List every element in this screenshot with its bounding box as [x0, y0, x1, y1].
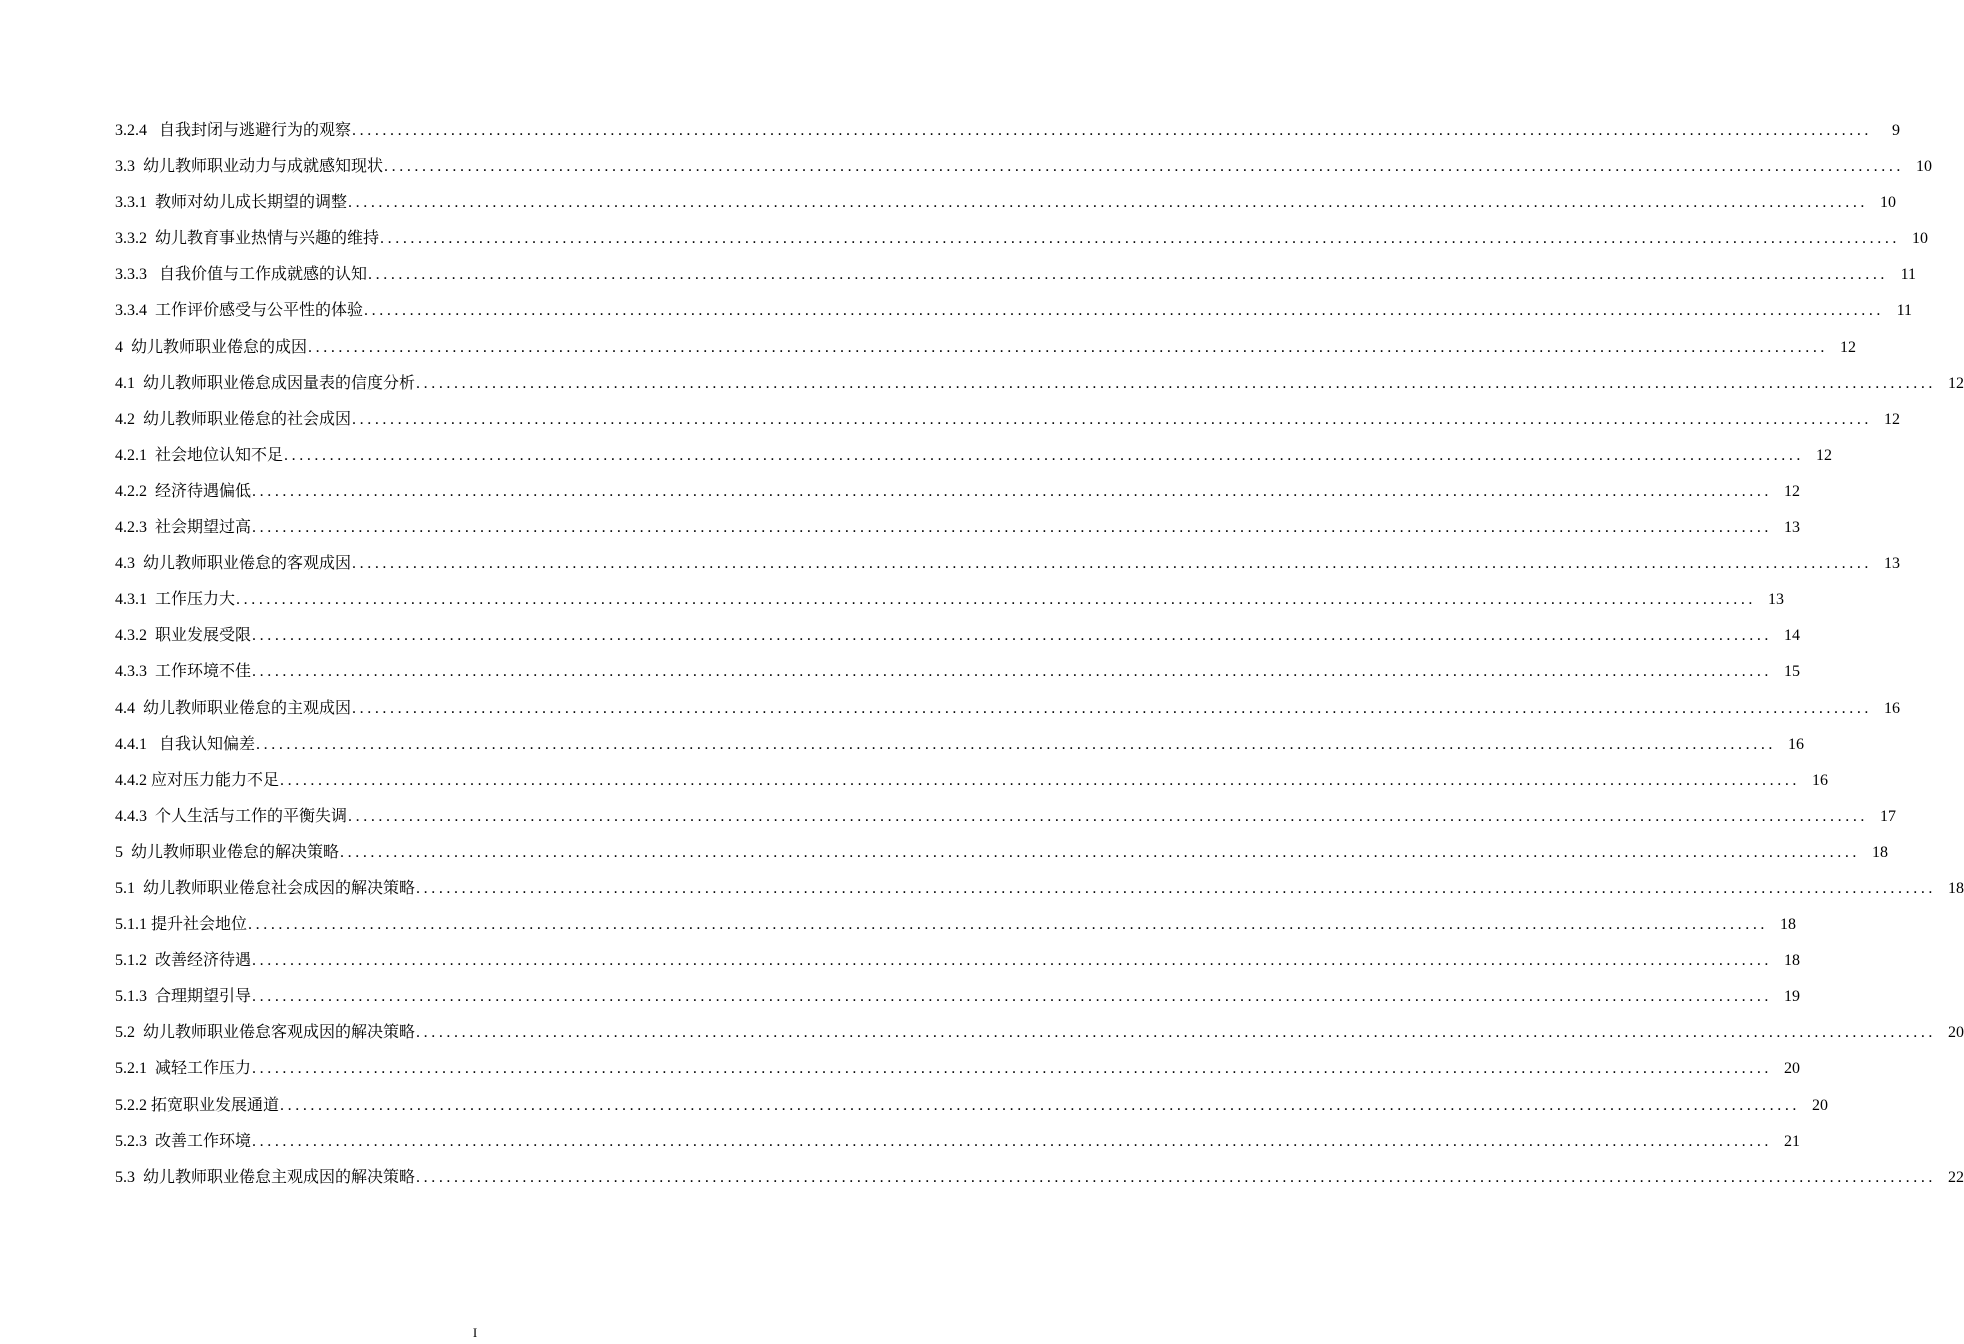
toc-entry-title	[115, 221, 379, 257]
toc-entry-label: 工作压力大	[155, 591, 236, 609]
toc-entry[interactable]	[115, 402, 1901, 438]
toc-entry-gap	[147, 808, 155, 825]
toc-page-number: 20	[1812, 1096, 1829, 1114]
toc-entry-label: 拓宽职业发展通道	[151, 1096, 280, 1114]
toc-dot-leader: ........................................................................................................................................................................................................	[236, 591, 1757, 609]
toc-entry-gap	[135, 375, 143, 392]
toc-entry-title	[115, 618, 251, 654]
toc-entry-number: 4.4	[115, 699, 135, 717]
toc-page-number: 12	[1816, 446, 1833, 464]
toc-entry-gap	[147, 988, 155, 1005]
toc-entry[interactable]	[115, 618, 1801, 654]
toc-dot-leader: ........................................................................................................................................................................................................	[256, 735, 1777, 753]
toc-entry-label: 合理期望引导	[155, 988, 252, 1006]
toc-entry-number: 3.3.2	[115, 230, 147, 248]
toc-entry[interactable]	[115, 691, 1901, 727]
toc-entry[interactable]	[115, 474, 1801, 510]
toc-entry-label: 提升社会地位	[151, 916, 248, 934]
toc-entry-title	[115, 149, 383, 185]
toc-entry[interactable]	[115, 149, 1933, 185]
toc-dot-leader: ........................................................................................................................................................................................................	[252, 1060, 1773, 1078]
toc-entry-label: 教师对幼儿成长期望的调整	[155, 194, 348, 212]
toc-page-number: 10	[1880, 194, 1897, 212]
toc-entry-title	[115, 402, 351, 438]
toc-entry-number: 5.1	[115, 879, 135, 897]
toc-entry-label: 职业发展受限	[155, 627, 252, 645]
toc-page-number: 20	[1948, 1024, 1964, 1042]
toc-dot-leader: ........................................................................................................................................................................................................	[252, 519, 1773, 537]
toc-entry-title	[115, 691, 351, 727]
toc-entry-label: 个人生活与工作的平衡失调	[155, 807, 348, 825]
toc-entry-label: 幼儿教师职业倦怠的成因	[131, 338, 308, 356]
toc-entry-gap	[135, 158, 143, 175]
toc-entry-number: 3.3.4	[115, 302, 147, 320]
toc-entry[interactable]	[115, 221, 1929, 257]
toc-entry-gap	[147, 302, 155, 319]
toc-entry-title	[115, 330, 307, 366]
toc-entry-title	[115, 474, 251, 510]
toc-entry-gap	[147, 194, 155, 211]
toc-entry-gap	[123, 844, 131, 861]
toc-entry-title	[115, 727, 255, 763]
toc-entry-gap	[135, 700, 143, 717]
toc-entry-title	[115, 1051, 251, 1087]
toc-entry-title	[115, 1088, 279, 1124]
toc-entry-label: 自我价值与工作成就感的认知	[159, 266, 368, 284]
toc-entry-number: 4.2.2	[115, 482, 147, 500]
toc-dot-leader: ........................................................................................................................................................................................................	[248, 916, 1769, 934]
toc-entry-gap	[147, 1133, 155, 1150]
toc-entry-title	[115, 1124, 251, 1160]
toc-entry-gap	[135, 880, 143, 897]
toc-entry-title	[115, 654, 251, 690]
toc-dot-leader: ........................................................................................................................................................................................................	[252, 1132, 1773, 1150]
toc-entry-number: 3.3.3	[115, 266, 147, 284]
toc-dot-leader: ........................................................................................................................................................................................................	[308, 338, 1829, 356]
toc-entry[interactable]	[115, 1160, 1964, 1196]
toc-entry[interactable]	[115, 510, 1801, 546]
toc-page-number: 12	[1948, 374, 1964, 392]
toc-entry-gap	[147, 483, 155, 500]
toc-entry[interactable]	[115, 727, 1805, 763]
toc-dot-leader: ........................................................................................................................................................................................................	[252, 952, 1773, 970]
toc-entry-number: 4.2.3	[115, 519, 147, 537]
toc-entry[interactable]	[115, 943, 1801, 979]
toc-entry[interactable]	[115, 438, 1833, 474]
toc-entry-title	[115, 943, 251, 979]
toc-entry-title	[115, 835, 339, 871]
toc-dot-leader: ........................................................................................................................................................................................................	[416, 1024, 1937, 1042]
toc-entry[interactable]	[115, 871, 1964, 907]
toc-dot-leader: ........................................................................................................................................................................................................	[380, 230, 1901, 248]
toc-entry-label: 应对压力能力不足	[151, 771, 280, 789]
toc-page-number: 13	[1884, 555, 1901, 573]
toc-page-number: 16	[1812, 771, 1829, 789]
page-footer-number: I	[472, 1325, 478, 1340]
toc-dot-leader: ........................................................................................................................................................................................................	[352, 555, 1873, 573]
toc-entry-label: 幼儿教师职业倦怠的解决策略	[131, 843, 340, 861]
toc-entry[interactable]	[115, 1124, 1801, 1160]
toc-entry-gap	[135, 1024, 143, 1041]
toc-entry-label: 社会地位认知不足	[155, 446, 284, 464]
toc-entry-gap	[147, 519, 155, 536]
toc-dot-leader: ........................................................................................................................................................................................................	[284, 446, 1805, 464]
toc-entry[interactable]	[115, 979, 1801, 1015]
toc-entry-gap	[147, 230, 155, 247]
toc-entry-number: 3.2.4	[115, 122, 147, 139]
toc-page-number: 18	[1784, 952, 1801, 970]
toc-entry-number: 4.3.1	[115, 591, 147, 609]
toc-entry-gap	[147, 447, 155, 464]
toc-entry-number: 4.1	[115, 374, 135, 392]
toc-entry-number: 5.2.1	[115, 1060, 147, 1078]
toc-entry-number: 5.2.3	[115, 1132, 147, 1150]
toc-entry-title	[115, 257, 367, 293]
toc-page-number: 10	[1916, 158, 1933, 176]
toc-dot-leader: ........................................................................................................................................................................................................	[352, 122, 1873, 139]
toc-page-number: 14	[1784, 627, 1801, 645]
toc-entry[interactable]	[115, 113, 1901, 149]
toc-page-number: 18	[1872, 843, 1889, 861]
toc-page-number: 13	[1784, 519, 1801, 537]
toc-entry-title	[115, 293, 363, 329]
toc-page-number: 11	[1900, 266, 1917, 284]
toc-dot-leader: ........................................................................................................................................................................................................	[416, 1168, 1937, 1186]
toc-entry-title	[115, 1015, 415, 1051]
toc-entry-label: 减轻工作压力	[155, 1060, 252, 1078]
toc-entry[interactable]	[115, 366, 1964, 402]
toc-page-number: 19	[1784, 988, 1801, 1006]
toc-page-number: 12	[1884, 410, 1901, 428]
toc-page-number: 18	[1780, 916, 1797, 934]
toc-dot-leader: ........................................................................................................................................................................................................	[348, 194, 1869, 212]
toc-entry-number: 5	[115, 843, 123, 861]
toc-dot-leader: ........................................................................................................................................................................................................	[368, 266, 1889, 284]
toc-entry[interactable]	[115, 293, 1913, 329]
toc-dot-leader: ........................................................................................................................................................................................................	[340, 843, 1861, 861]
toc-entry-label: 改善经济待遇	[155, 952, 252, 970]
toc-entry-label: 改善工作环境	[155, 1132, 252, 1150]
toc-entry-gap	[147, 663, 155, 680]
toc-entry-number: 4.3.2	[115, 627, 147, 645]
toc-entry-label: 社会期望过高	[155, 519, 252, 537]
toc-dot-leader: ........................................................................................................................................................................................................	[280, 1096, 1801, 1114]
toc-entry[interactable]	[115, 185, 1897, 221]
toc-dot-leader: ........................................................................................................................................................................................................	[348, 807, 1869, 825]
toc-entry-gap	[147, 1060, 155, 1077]
toc-entry[interactable]	[115, 330, 1857, 366]
toc-entry-title	[115, 185, 347, 221]
toc-entry-number: 4	[115, 338, 123, 356]
toc-entry-label: 幼儿教师职业倦怠的客观成因	[143, 555, 352, 573]
toc-entry-gap	[135, 411, 143, 428]
toc-entry[interactable]	[115, 763, 1829, 799]
toc-dot-leader: ........................................................................................................................................................................................................	[280, 771, 1801, 789]
toc-entry-title	[115, 582, 235, 618]
toc-entry-number: 5.1.2	[115, 952, 147, 970]
toc-entry[interactable]	[115, 799, 1897, 835]
toc-entry-number: 4.4.1	[115, 735, 147, 753]
toc-entry-title	[115, 763, 279, 799]
toc-page-number: 16	[1884, 699, 1901, 717]
toc-page-number: 18	[1948, 879, 1964, 897]
toc-entry-number: 5.3	[115, 1168, 135, 1186]
toc-entry-title	[115, 871, 415, 907]
toc-dot-leader: ........................................................................................................................................................................................................	[252, 482, 1773, 500]
toc-entry[interactable]	[115, 546, 1901, 582]
toc-dot-leader: ........................................................................................................................................................................................................	[364, 302, 1885, 320]
toc-entry-label: 经济待遇偏低	[155, 482, 252, 500]
toc-entry-title	[115, 113, 351, 149]
toc-entry-label: 幼儿教师职业动力与成就感知现状	[143, 158, 384, 176]
toc-entry-gap	[147, 736, 159, 753]
toc-entry-label: 工作评价感受与公平性的体验	[155, 302, 364, 320]
toc-entry-title	[115, 546, 351, 582]
toc-entry-title	[115, 907, 247, 943]
toc-page-number: 9	[1892, 122, 1901, 139]
toc-entry-label: 幼儿教师职业倦怠成因量表的信度分析	[143, 374, 416, 392]
toc-entry-number: 4.4.3	[115, 807, 147, 825]
toc-entry-number: 5.1.3	[115, 988, 147, 1006]
toc-entry-number: 3.3	[115, 158, 135, 176]
toc-dot-leader: ........................................................................................................................................................................................................	[352, 699, 1873, 717]
toc-dot-leader: ........................................................................................................................................................................................................	[384, 158, 1905, 176]
toc-page-number: 12	[1784, 482, 1801, 500]
toc-entry-gap	[147, 591, 155, 608]
toc-entry-label: 幼儿教师职业倦怠的社会成因	[143, 410, 352, 428]
toc-entry-title	[115, 366, 415, 402]
toc-entry-label: 幼儿教师职业倦怠的主观成因	[143, 699, 352, 717]
toc-entry-label: 幼儿教师职业倦怠主观成因的解决策略	[143, 1168, 416, 1186]
toc-entry-number: 4.3	[115, 555, 135, 573]
toc-entry-number: 4.4.2	[115, 771, 147, 789]
toc-entry-number: 5.2.2	[115, 1096, 147, 1114]
toc-entry-number: 4.2.1	[115, 446, 147, 464]
toc-entry-label: 幼儿教师职业倦怠社会成因的解决策略	[143, 879, 416, 897]
toc-entry-label: 幼儿教育事业热情与兴趣的维持	[155, 230, 380, 248]
toc-entry[interactable]	[115, 835, 1889, 871]
toc-entry-gap	[147, 952, 155, 969]
toc-entry-title	[115, 979, 251, 1015]
toc-page-number: 21	[1784, 1132, 1801, 1150]
toc-entry[interactable]	[115, 1088, 1829, 1124]
toc-page-number: 17	[1880, 807, 1897, 825]
toc-entry-number: 5.1.1	[115, 916, 147, 934]
toc-entry-number: 3.3.1	[115, 194, 147, 212]
toc-page-number: 12	[1840, 338, 1857, 356]
toc-dot-leader: ........................................................................................................................................................................................................	[416, 879, 1937, 897]
toc-entry-gap	[123, 339, 131, 356]
toc-page-number: 13	[1768, 591, 1785, 609]
toc-entry-label: 自我封闭与逃避行为的观察	[159, 122, 352, 139]
toc-page-number: 11	[1896, 302, 1913, 320]
toc-entry-number: 5.2	[115, 1024, 135, 1042]
toc-entry[interactable]	[115, 654, 1801, 690]
toc-entry-title	[115, 438, 283, 474]
table-of-contents	[115, 113, 1964, 1196]
toc-page-number: 10	[1912, 230, 1929, 248]
toc-entry[interactable]	[115, 1051, 1801, 1087]
toc-dot-leader: ........................................................................................................................................................................................................	[352, 410, 1873, 428]
toc-page-number: 20	[1784, 1060, 1801, 1078]
toc-page-number: 16	[1788, 735, 1805, 753]
toc-entry[interactable]	[115, 582, 1785, 618]
toc-entry-number: 4.3.3	[115, 663, 147, 681]
toc-entry-number: 4.2	[115, 410, 135, 428]
toc-entry-label: 自我认知偏差	[159, 735, 256, 753]
toc-entry-label: 工作环境不佳	[155, 663, 252, 681]
toc-entry-label: 幼儿教师职业倦怠客观成因的解决策略	[143, 1024, 416, 1042]
toc-page-number: 22	[1948, 1168, 1964, 1186]
toc-dot-leader: ........................................................................................................................................................................................................	[416, 374, 1937, 392]
toc-page-number: 15	[1784, 663, 1801, 681]
toc-entry-gap	[135, 555, 143, 572]
toc-dot-leader: ........................................................................................................................................................................................................	[252, 663, 1773, 681]
toc-entry-gap	[147, 266, 159, 283]
toc-entry[interactable]	[115, 907, 1797, 943]
toc-entry-title	[115, 1160, 415, 1196]
toc-entry[interactable]	[115, 257, 1917, 293]
toc-entry-title	[115, 799, 347, 835]
toc-entry-title	[115, 510, 251, 546]
toc-entry[interactable]	[115, 1015, 1964, 1051]
toc-entry-gap	[135, 1169, 143, 1186]
toc-entry-gap	[147, 122, 159, 139]
toc-dot-leader: ........................................................................................................................................................................................................	[252, 988, 1773, 1006]
toc-entry-gap	[147, 627, 155, 644]
toc-dot-leader: ........................................................................................................................................................................................................	[252, 627, 1773, 645]
